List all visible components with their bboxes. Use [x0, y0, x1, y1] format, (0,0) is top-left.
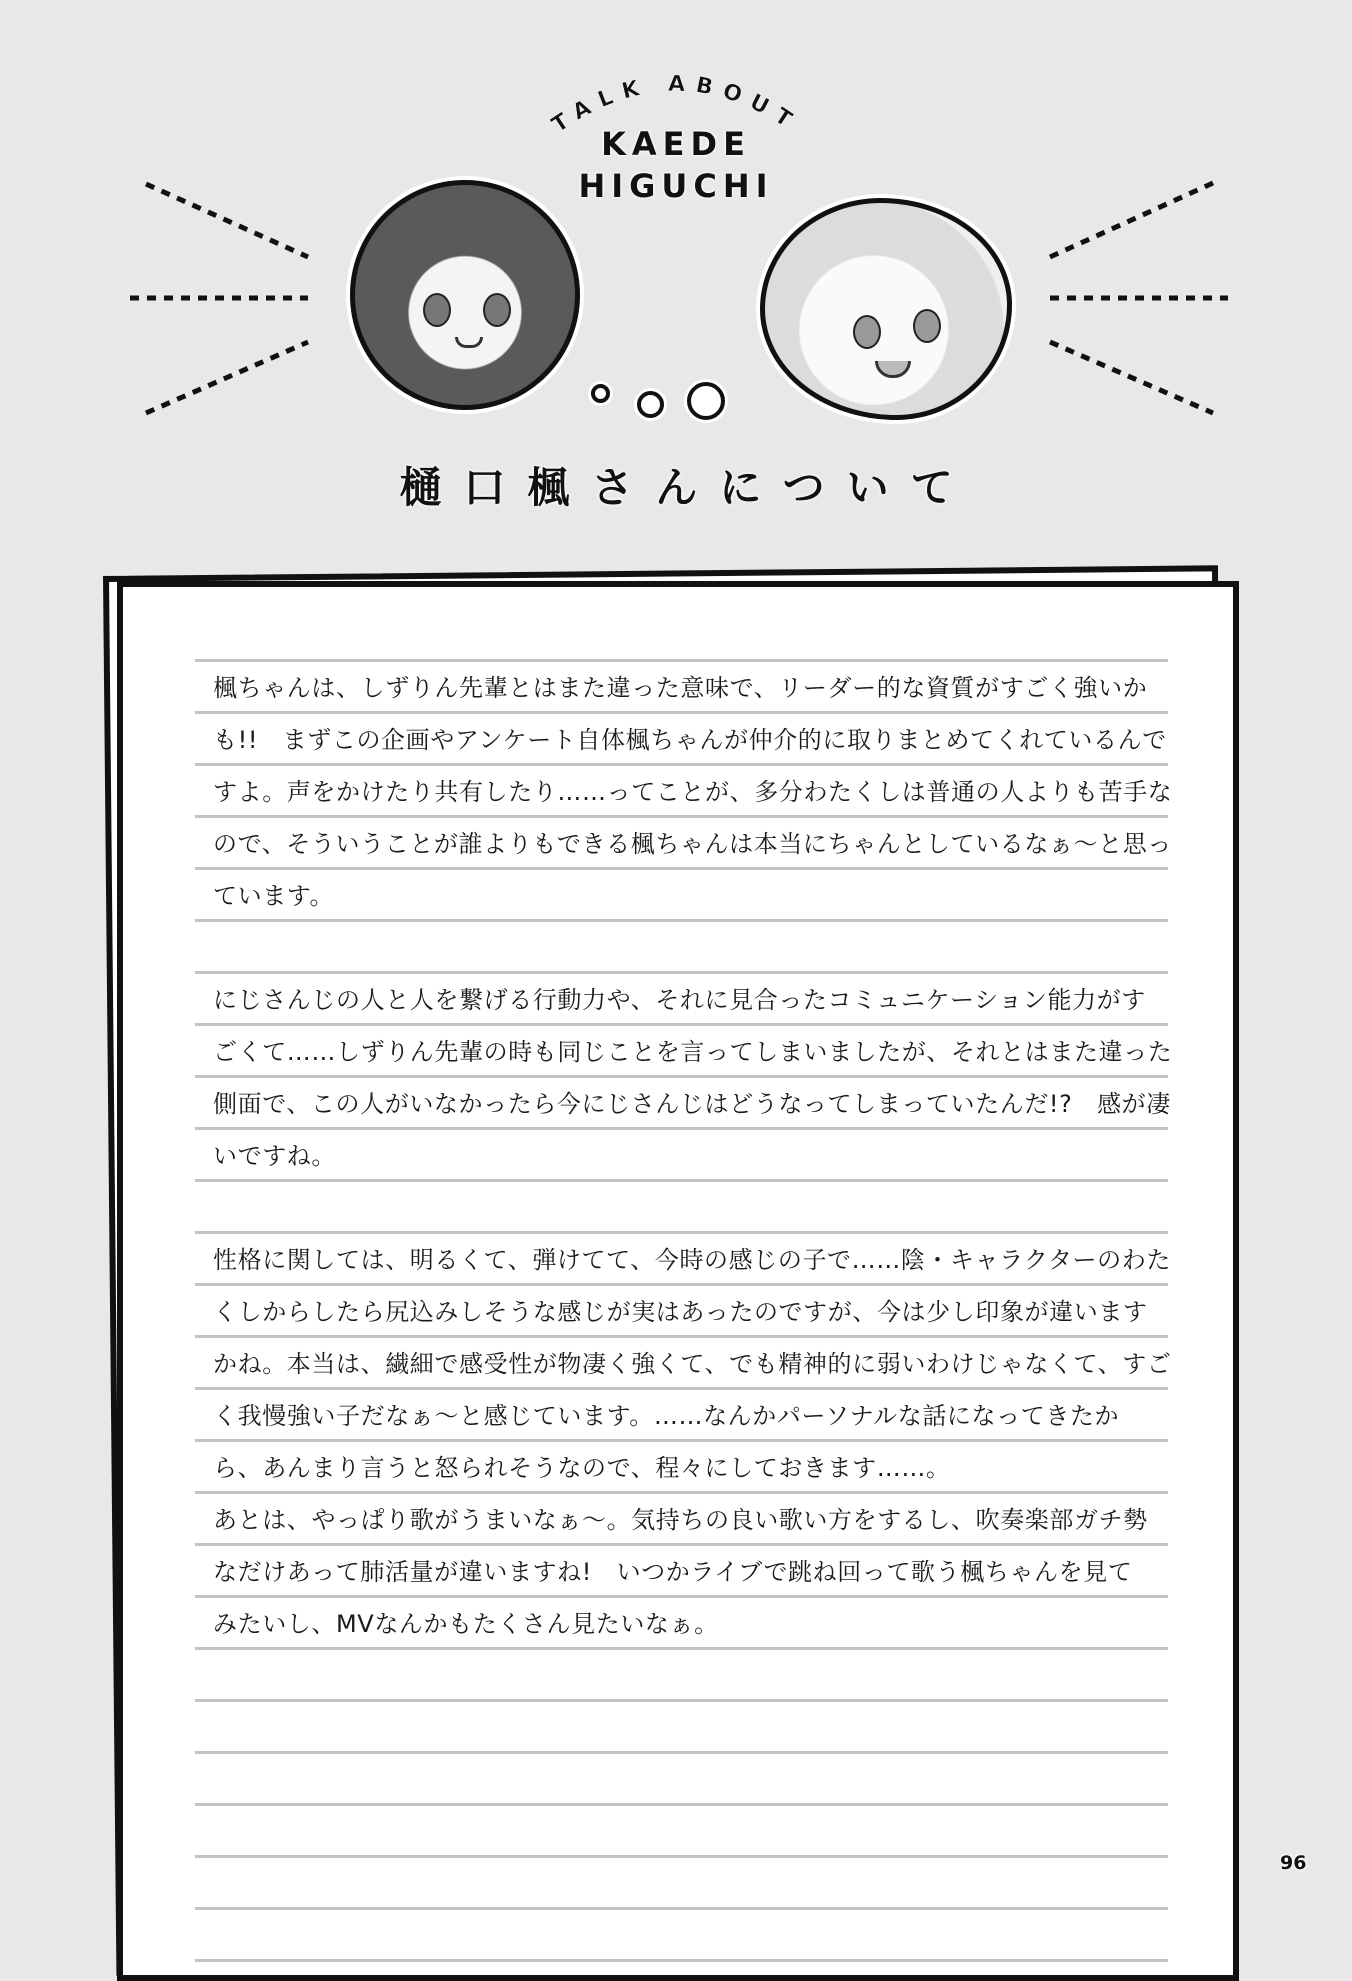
- thought-dot-small: [591, 384, 610, 403]
- body-text-line: 性格に関しては、明るくて、弾けてて、今時の感じの子で……陰・キャラクターのわた: [213, 1246, 1171, 1274]
- ray-right-top: [1050, 183, 1213, 257]
- body-text-line: く我慢強い子だなぁ～と感じています。……なんかパーソナルな話になってきたか: [213, 1402, 1120, 1430]
- body-text-line: にじさんじの人と人を繋げる行動力や、それに見合ったコミュニケーション能力がす: [213, 986, 1146, 1014]
- ruled-line-row: [195, 1439, 1168, 1491]
- ruled-line-row: [195, 1075, 1171, 1127]
- body-text-line: みたいし、MVなんかもたくさん見たいなぁ。: [213, 1610, 719, 1638]
- body-text-line: ら、あんまり言うと怒られそうなので、程々にしておきます……。: [213, 1454, 951, 1482]
- name-last: HIGUCHI: [578, 167, 774, 205]
- ruled-line-row: [195, 1335, 1172, 1387]
- body-text-line: すよ。声をかけたり共有したり……ってことが、多分わたくしは普通の人よりも苦手な: [213, 778, 1173, 806]
- page-number: 96: [1280, 1852, 1307, 1874]
- ruled-line-row: [195, 1543, 1168, 1595]
- avatar-mouth-icon: [875, 361, 911, 378]
- body-text-line: くしからしたら尻込みしそうな感じが実はあったのですが、今は少し印象が違います: [213, 1298, 1148, 1326]
- ruled-line-row: [195, 1127, 1168, 1179]
- avatar-eye-icon: [913, 309, 941, 343]
- ruled-line-row: [195, 1491, 1168, 1543]
- body-text-line: ています。: [213, 882, 335, 910]
- thought-dot-large: [687, 382, 725, 420]
- avatar-eye-icon: [423, 293, 451, 327]
- ruled-line-row: [195, 659, 1168, 711]
- ruled-line-row: [195, 1387, 1168, 1439]
- body-text-line: 側面で、この人がいなかったら今にじさんじはどうなってしまっていたんだ!? 感が凄: [213, 1090, 1171, 1118]
- ruled-line-row: [195, 971, 1168, 1023]
- thought-dot-medium: [637, 391, 664, 418]
- ruled-line-row: [195, 1179, 1168, 1231]
- ruled-line-row: [195, 1803, 1168, 1855]
- ruled-line-row: [195, 1595, 1168, 1647]
- ruled-line-row: [195, 1855, 1168, 1907]
- body-text-line: なだけあって肺活量が違いますね! いつかライブで跳ね回って歌う楓ちゃんを見て: [213, 1558, 1133, 1586]
- avatar-mouth-icon: [455, 337, 483, 348]
- ruled-text-area: [195, 659, 1173, 1962]
- name-first: KAEDE: [601, 125, 751, 163]
- paper-front-sheet: [117, 581, 1239, 1981]
- ruled-line-row: [195, 919, 1168, 971]
- body-text-line: あとは、やっぱり歌がうまいなぁ～。気持ちの良い歌い方をするし、吹奏楽部ガチ勢: [213, 1506, 1148, 1534]
- body-text-line: も!! まずこの企画やアンケート自体楓ちゃんが仲介的に取りまとめてくれているんで: [213, 726, 1167, 754]
- ruled-line-row: [195, 763, 1173, 815]
- ruled-line-row: [195, 1647, 1168, 1699]
- left-character-avatar: [350, 180, 580, 410]
- avatar-eye-icon: [483, 293, 511, 327]
- body-text-line: 楓ちゃんは、しずりん先輩とはまた違った意味で、リーダー的な資質がすごく強いか: [213, 674, 1148, 702]
- page-heading: 樋口楓さんについて: [399, 463, 975, 512]
- ray-left-bottom: [146, 342, 308, 413]
- ruled-line-row: [195, 711, 1168, 763]
- ruled-line-row: [195, 1907, 1168, 1959]
- ray-left-top: [146, 184, 308, 257]
- avatar-eye-icon: [853, 315, 881, 349]
- ruled-line-row: [195, 815, 1172, 867]
- ruled-line-final: [195, 1959, 1168, 1962]
- dashed-rays-decoration: [0, 0, 1352, 450]
- ruled-line-row: [195, 1023, 1173, 1075]
- ruled-line-row: [195, 1283, 1168, 1335]
- body-text-line: いですね。: [213, 1142, 336, 1170]
- ray-right-bottom: [1050, 342, 1213, 413]
- ruled-line-row: [195, 1699, 1168, 1751]
- body-text-line: ごくて……しずりん先輩の時も同じことを言ってしまいましたが、それとはまた違った: [213, 1038, 1173, 1066]
- ruled-line-row: [195, 1231, 1171, 1283]
- ruled-line-row: [195, 1751, 1168, 1803]
- ruled-line-row: [195, 867, 1168, 919]
- arc-text: TALK ABOUT: [547, 71, 805, 139]
- body-text-line: ので、そういうことが誰よりもできる楓ちゃんは本当にちゃんとしているなぁ～と思っ: [213, 830, 1172, 858]
- body-text-line: かね。本当は、繊細で感受性が物凄く強くて、でも精神的に弱いわけじゃなくて、すご: [213, 1350, 1172, 1378]
